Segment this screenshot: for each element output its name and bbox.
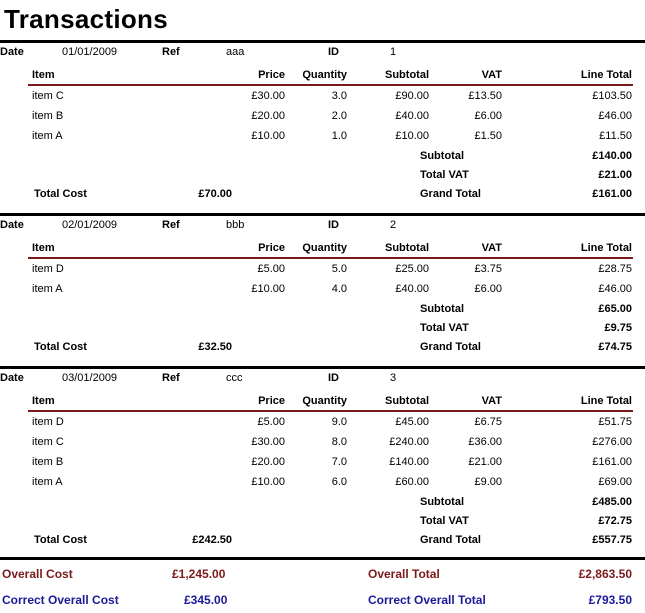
page-title: Transactions: [4, 4, 168, 34]
ref-value: ccc: [226, 372, 243, 384]
overall-cost-value: £1,245.00: [172, 567, 226, 581]
cell-price: £30.00: [251, 436, 285, 448]
summary-subtotal-label: Subtotal: [420, 496, 464, 508]
date-label: Date: [0, 372, 24, 384]
column-header-vat: VAT: [481, 69, 502, 81]
column-header-line-total: Line Total: [580, 242, 632, 254]
summary-vat-label: Total VAT: [420, 515, 469, 527]
id-label: ID: [328, 372, 339, 384]
cell-vat: £3.75: [474, 263, 502, 275]
cell-quantity: 1.0: [331, 130, 347, 142]
total-cost-label: Total Cost: [34, 341, 87, 353]
cell-quantity: 6.0: [331, 476, 347, 488]
grand-total-label: Grand Total: [420, 534, 481, 546]
cell-item: item C: [32, 90, 64, 102]
grand-total-value: £557.75: [592, 534, 632, 546]
grand-total-label: Grand Total: [420, 341, 481, 353]
cell-price: £20.00: [251, 110, 285, 122]
ref-label: Ref: [162, 372, 180, 384]
column-header-vat: VAT: [481, 395, 502, 407]
cell-price: £5.00: [257, 416, 285, 428]
cell-line-total: £11.50: [599, 130, 632, 142]
cell-item: item C: [32, 436, 64, 448]
cell-vat: £6.00: [474, 110, 502, 122]
cell-quantity: 8.0: [331, 436, 347, 448]
header-underline: [28, 410, 633, 412]
date-label: Date: [0, 46, 24, 58]
correct-overall-cost-value: £345.00: [184, 593, 228, 607]
cell-vat: £6.75: [474, 416, 502, 428]
cell-vat: £1.50: [474, 130, 502, 142]
cell-subtotal: £45.00: [395, 416, 429, 428]
cell-subtotal: £25.00: [395, 263, 429, 275]
cell-price: £10.00: [251, 476, 285, 488]
id-label: ID: [328, 219, 339, 231]
date-label: Date: [0, 219, 24, 231]
cell-price: £10.00: [251, 130, 285, 142]
header-underline: [28, 84, 633, 86]
cell-price: £5.00: [257, 263, 285, 275]
summary-subtotal-value: £65.00: [598, 303, 632, 315]
cell-line-total: £103.50: [592, 90, 632, 102]
cell-subtotal: £60.00: [395, 476, 429, 488]
cell-line-total: £51.75: [598, 416, 632, 428]
cell-price: £30.00: [251, 90, 285, 102]
cell-subtotal: £90.00: [395, 90, 429, 102]
grand-total-label: Grand Total: [420, 188, 481, 200]
column-header-price: Price: [258, 69, 285, 81]
cell-line-total: £46.00: [598, 283, 632, 295]
overall-total-label: Overall Total: [368, 567, 440, 581]
cell-quantity: 4.0: [331, 283, 347, 295]
total-cost-label: Total Cost: [34, 534, 87, 546]
column-header-item: Item: [32, 395, 55, 407]
summary-subtotal-value: £485.00: [592, 496, 632, 508]
id-value: 2: [390, 219, 397, 231]
cell-quantity: 3.0: [331, 90, 347, 102]
overall-total-value: £2,863.50: [578, 567, 632, 581]
total-cost-value: £32.50: [198, 341, 232, 353]
title-rule: [0, 40, 645, 43]
cell-quantity: 5.0: [331, 263, 347, 275]
cell-item: item B: [32, 110, 64, 122]
column-header-line-total: Line Total: [580, 395, 632, 407]
summary-subtotal-label: Subtotal: [420, 303, 464, 315]
cell-line-total: £46.00: [598, 110, 632, 122]
cell-item: item D: [32, 416, 64, 428]
column-header-line-total: Line Total: [580, 69, 632, 81]
column-header-item: Item: [32, 242, 55, 254]
cell-line-total: £161.00: [592, 456, 632, 468]
section-divider: [0, 366, 645, 369]
ref-value: bbb: [226, 219, 245, 231]
column-header-subtotal: Subtotal: [385, 395, 429, 407]
correct-overall-cost-label: Correct Overall Cost: [2, 593, 119, 607]
cell-quantity: 2.0: [331, 110, 347, 122]
cell-price: £10.00: [251, 283, 285, 295]
id-label: ID: [328, 46, 339, 58]
cell-item: item D: [32, 263, 64, 275]
correct-overall-total-label: Correct Overall Total: [368, 593, 486, 607]
total-cost-value: £242.50: [192, 534, 232, 546]
ref-label: Ref: [162, 46, 180, 58]
summary-subtotal-value: £140.00: [592, 150, 632, 162]
cell-quantity: 9.0: [331, 416, 347, 428]
date-value: 03/01/2009: [62, 372, 118, 384]
cell-line-total: £28.75: [598, 263, 632, 275]
cell-subtotal: £10.00: [395, 130, 429, 142]
date-value: 02/01/2009: [62, 219, 118, 231]
ref-value: aaa: [226, 46, 245, 58]
column-header-quantity: Quantity: [302, 395, 347, 407]
summary-vat-label: Total VAT: [420, 169, 469, 181]
cell-vat: £9.00: [474, 476, 502, 488]
column-header-subtotal: Subtotal: [385, 242, 429, 254]
id-value: 3: [390, 372, 397, 384]
column-header-price: Price: [258, 395, 285, 407]
cell-item: item A: [32, 130, 63, 142]
correct-overall-total-value: £793.50: [588, 593, 632, 607]
cell-vat: £36.00: [468, 436, 502, 448]
column-header-subtotal: Subtotal: [385, 69, 429, 81]
cell-line-total: £276.00: [592, 436, 632, 448]
summary-vat-value: £72.75: [598, 515, 632, 527]
total-cost-label: Total Cost: [34, 188, 87, 200]
grand-total-value: £161.00: [592, 188, 632, 200]
cell-item: item B: [32, 456, 64, 468]
id-value: 1: [390, 46, 397, 58]
cell-subtotal: £40.00: [395, 110, 429, 122]
column-header-item: Item: [32, 69, 55, 81]
cell-item: item A: [32, 283, 63, 295]
cell-vat: £21.00: [468, 456, 502, 468]
cell-line-total: £69.00: [598, 476, 632, 488]
column-header-vat: VAT: [481, 242, 502, 254]
date-value: 01/01/2009: [62, 46, 118, 58]
overall-cost-label: Overall Cost: [2, 567, 73, 581]
column-header-price: Price: [258, 242, 285, 254]
cell-vat: £6.00: [474, 283, 502, 295]
cell-quantity: 7.0: [331, 456, 347, 468]
section-divider: [0, 213, 645, 216]
cell-item: item A: [32, 476, 63, 488]
column-header-quantity: Quantity: [302, 69, 347, 81]
ref-label: Ref: [162, 219, 180, 231]
total-cost-value: £70.00: [198, 188, 232, 200]
summary-vat-value: £9.75: [604, 322, 632, 334]
cell-price: £20.00: [251, 456, 285, 468]
cell-vat: £13.50: [468, 90, 502, 102]
cell-subtotal: £240.00: [389, 436, 429, 448]
header-underline: [28, 257, 633, 259]
column-header-quantity: Quantity: [302, 242, 347, 254]
footer-rule: [0, 557, 645, 560]
grand-total-value: £74.75: [598, 341, 632, 353]
summary-subtotal-label: Subtotal: [420, 150, 464, 162]
summary-vat-label: Total VAT: [420, 322, 469, 334]
cell-subtotal: £40.00: [395, 283, 429, 295]
cell-subtotal: £140.00: [389, 456, 429, 468]
summary-vat-value: £21.00: [598, 169, 632, 181]
